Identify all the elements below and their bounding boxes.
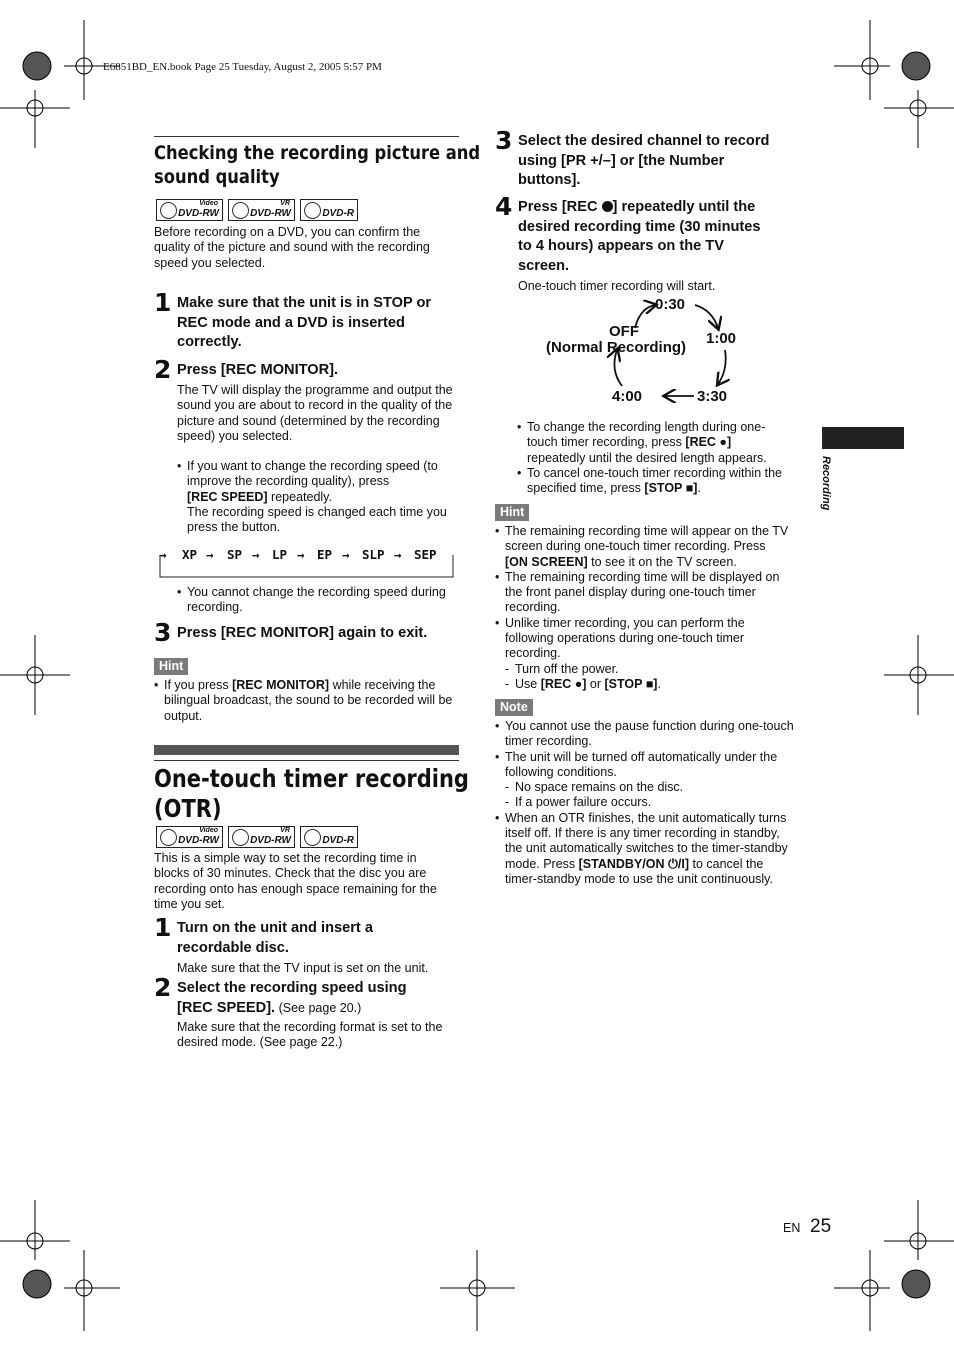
section-bar — [154, 745, 459, 755]
arrow: → — [159, 547, 167, 562]
hint-list: • The remaining recording time will appear on the TV screen during one-touch timer recording. Press [ON SCREEN] to see it on the TV screen. • The remaining recording time will be displayed on the front panel display during one-touch timer recording. • Unlike timer recording, you can perform the following operations during one-touch timer recording. - Turn off the power. - Use [REC ●] or [STOP ■]. — [495, 524, 805, 692]
section-rule — [154, 136, 459, 137]
section-title-otr: One-touch timer recording (OTR) — [154, 764, 469, 823]
speed-lp: LP — [272, 547, 288, 562]
speed-sep: SEP — [414, 547, 437, 562]
step-2-body: The TV will display the programme and output the sound you are about to record in the quality of the picture and sound (determined by the recording speed) you selected. — [177, 383, 453, 443]
dvd-r-icon: DVD-R — [300, 199, 358, 221]
step-2-bullet: • If you want to change the recording speed (to improve the recording quality), press [REC SPEED] repeatedly. The recording speed is changed each time you press the button. — [177, 459, 462, 535]
section-title-checking: Checking the recording picture and sound quality — [154, 142, 481, 188]
dvd-rw-vr-icon: VR DVD-RW — [228, 199, 295, 221]
otr-1-00: 1:00 — [706, 330, 737, 347]
note-list: • You cannot use the pause function during one-touch timer recording. • The unit will be turned off automatically under the following conditions. - No space remains on the disc. - If a power failure occurs. • When an OTR finishes, the unit automatically turns itself off. If there is any timer recording in standby, the unit automatically switches to the timer-standby mode. Press [STANDBY/ON ⏻/I] to cancel the timer-standby mode to use the unit continuously. — [495, 719, 805, 887]
footer-lang: EN — [783, 1221, 801, 1235]
speed-note: • You cannot change the recording speed during recording. — [177, 585, 462, 616]
dvd-rw-video-icon: Video DVD-RW — [156, 199, 223, 221]
otr-step-1-body: Make sure that the TV input is set on the unit. — [177, 961, 429, 975]
rec-dot-icon — [602, 201, 613, 212]
arrow: → — [206, 547, 214, 562]
speed-slp: SLP — [362, 547, 385, 562]
arrow: → — [252, 547, 260, 562]
side-tab-label: Recording — [820, 456, 832, 511]
otr-bullets: • To change the recording length during one- touch timer recording, press [REC ●] repeatedly until the desired length appears. • To cancel one-touch timer recording within the specified time, press [STOP ■]. — [517, 420, 802, 496]
hint-badge: Hint — [154, 658, 188, 675]
speed-xp: XP — [182, 547, 198, 562]
note-badge: Note — [495, 699, 533, 716]
section-rule — [154, 760, 459, 761]
speed-sp: SP — [227, 547, 243, 562]
speed-ep: EP — [317, 547, 333, 562]
otr-off: OFF — [609, 323, 639, 340]
otr-intro: This is a simple way to set the recording time in blocks of 30 minutes. Check that the disc you are recording onto has enough space remaining for the time you set. — [154, 851, 437, 911]
dvd-r-icon: DVD-R — [300, 826, 358, 848]
otr-4-00: 4:00 — [612, 388, 643, 405]
side-tab-bar — [822, 427, 904, 449]
step-4-body: One-touch timer recording will start. — [518, 279, 716, 293]
arrow: → — [297, 547, 305, 562]
otr-normal-recording: (Normal Recording) — [546, 339, 687, 356]
dvd-rw-vr-icon: VR DVD-RW — [228, 826, 295, 848]
intro-text: Before recording on a DVD, you can confirm the quality of the picture and sound with the recording speed you selected. — [154, 225, 430, 270]
arrow: → — [342, 547, 350, 562]
dvd-rw-video-icon: Video DVD-RW — [156, 826, 223, 848]
otr-step-2-body: Make sure that the recording format is set to the desired mode. (See page 22.) — [177, 1020, 443, 1050]
hint-text: • If you press [REC MONITOR] while receiving the bilingual broadcast, the sound to be recorded will be output. — [154, 678, 464, 724]
file-info: E6851BD_EN.book Page 25 Tuesday, August 2, 2005 5:57 PM — [103, 61, 382, 73]
arrow: → — [394, 547, 402, 562]
hint-badge: Hint — [495, 504, 529, 521]
page-number: 25 — [810, 1216, 832, 1237]
otr-3-30: 3:30 — [697, 388, 728, 405]
otr-0-30: 0:30 — [655, 296, 686, 313]
